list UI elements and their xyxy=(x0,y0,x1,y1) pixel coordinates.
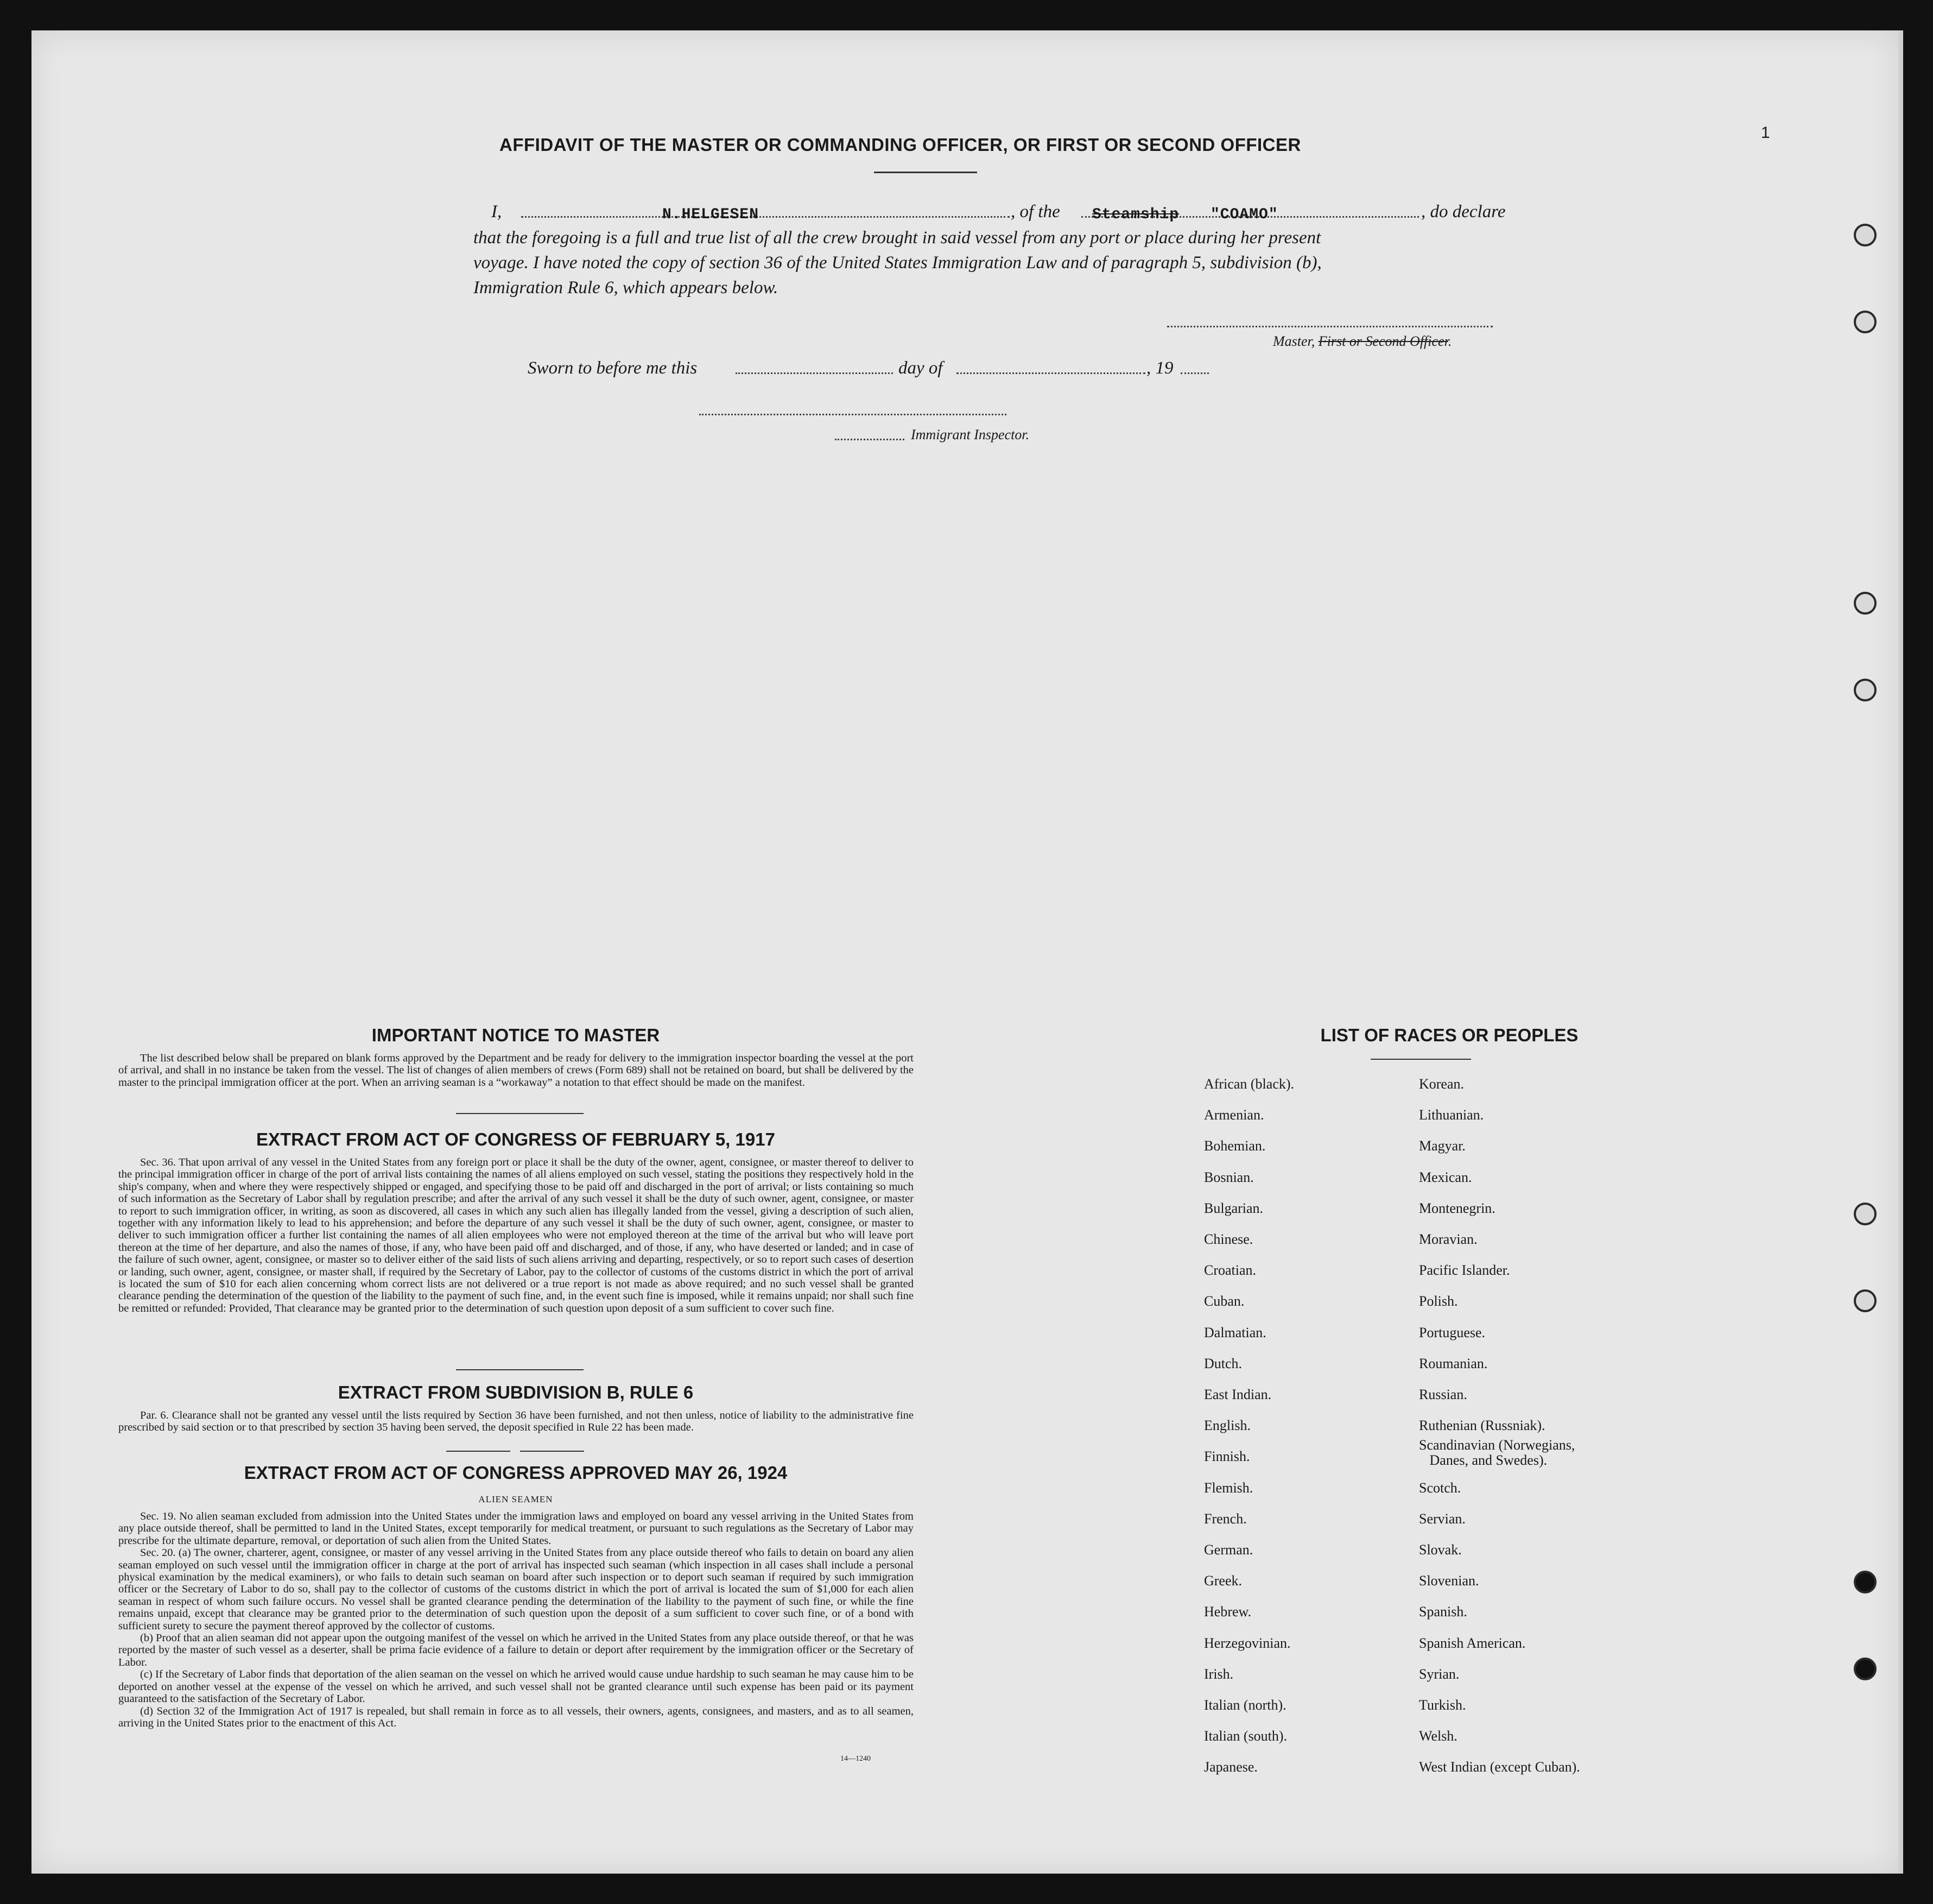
race-item: French. xyxy=(1204,1510,1247,1527)
race-item: East Indian. xyxy=(1204,1387,1272,1402)
race-item: Moravian. xyxy=(1419,1231,1478,1247)
master-signature-label xyxy=(1273,333,1452,350)
day-of-label: day of xyxy=(898,358,943,378)
race-item: Mexican. xyxy=(1419,1169,1472,1185)
sworn-day-line xyxy=(736,372,893,374)
extract-rule6-text xyxy=(118,1409,914,1434)
affidavit-i-label: I, xyxy=(491,202,502,222)
master-label: Master, xyxy=(1273,333,1315,349)
title-underline xyxy=(874,172,977,173)
paragraph-6: Par. 6. Clearance shall not be granted any vessel until the lists required by Section 36 have been furnished, and not then unless, notice of liability to the administrative fine prescribed by said section or to that prescribed by section 35 having been served, the deposit specified in Rule 22 has been made. xyxy=(118,1409,914,1434)
page-edge xyxy=(1899,30,1903,1874)
separator xyxy=(456,1369,584,1370)
race-item: Bohemian. xyxy=(1204,1138,1266,1154)
race-item: Dutch. xyxy=(1204,1355,1243,1371)
separator xyxy=(520,1451,584,1452)
extract-1924-text xyxy=(118,1510,914,1729)
year-label: , 19 xyxy=(1146,358,1174,378)
race-item: Roumanian. xyxy=(1419,1355,1488,1371)
race-item: Turkish. xyxy=(1419,1697,1466,1713)
race-item: Irish. xyxy=(1204,1666,1234,1682)
sworn-month-line xyxy=(956,372,1145,374)
punch-hole xyxy=(1854,311,1877,333)
race-item: Polish. xyxy=(1419,1293,1458,1310)
sworn-year-line xyxy=(1181,372,1209,374)
punch-hole xyxy=(1854,1658,1877,1680)
master-label-period: . xyxy=(1448,333,1452,349)
race-item: English. xyxy=(1204,1418,1251,1434)
race-item: Pacific Islander. xyxy=(1419,1262,1510,1279)
race-item: Lithuanian. xyxy=(1419,1107,1484,1123)
separator xyxy=(456,1113,584,1114)
alien-seamen-subtitle: ALIEN SEAMEN xyxy=(478,1494,553,1504)
affidavit-do-declare: , do declare xyxy=(1421,202,1506,222)
notice-text xyxy=(118,1052,914,1089)
punch-hole xyxy=(1854,1203,1877,1225)
punch-hole xyxy=(1854,679,1877,701)
separator xyxy=(446,1451,510,1452)
race-item: Italian (south). xyxy=(1204,1728,1288,1744)
race-item: Bulgarian. xyxy=(1204,1200,1264,1216)
affidavit-body-line-2: voyage. I have noted the copy of section 36 of the United States Immigration Law and of paragraph 5, subdivision (b), xyxy=(473,253,1322,273)
race-item: Finnish. xyxy=(1204,1448,1250,1465)
race-item: Scotch. xyxy=(1419,1479,1461,1496)
race-item: Slovak. xyxy=(1419,1542,1462,1558)
master-name-entry: N.HELGESEN xyxy=(662,206,759,223)
section-20a-paragraph: Sec. 20. (a) The owner, charterer, agent, consignee, or master of any vessel arriving in the United States from any place outside thereof who fails to detain on board any alien seaman employed on such vessel until the immigration officer in charge at the port of arrival has inspected such seaman (which inspection in all cases shall include a personal physical examination by the medical examiners), or who fails to detain such seaman on board after such inspection or to deport such seaman if required by such immigration officer or the Secretary of Labor to do so, shall pay to the collector of customs of the customs district in which the port of arrival is located the sum of $1,000 for each alien seaman in respect of whom such failure occurs. No vessel shall be granted clearance pending the determination of the liability to the payment of such fine, or while the fine remains unpaid, except that clearance may be granted prior to the determination of such question upon the deposit of a sum sufficient to cover such fine, or of a bond with sufficient surety to secure the payment thereof approved by the collector of customs. xyxy=(118,1547,914,1632)
punch-hole xyxy=(1854,1289,1877,1312)
section-19-paragraph: Sec. 19. No alien seaman excluded from admission into the United States under the immigration laws and employed on board any vessel arriving in the United States from any place outside thereof, shall be permitted to land in the United States, except temporarily for medical treatment, or pursuant to such regulations as the Secretary of Labor may prescribe for the ultimate departure, removal, or deportation of such alien from the United States. xyxy=(118,1510,914,1547)
vessel-type-entry: Steamship xyxy=(1092,206,1180,223)
page-marker: 1 xyxy=(1761,124,1770,142)
race-item: Dalmatian. xyxy=(1204,1324,1266,1340)
affidavit-body-line-1: that the foregoing is a full and true list of all the crew brought in said vessel from any port or place during her present xyxy=(473,228,1321,248)
race-item: Herzegovinian. xyxy=(1204,1635,1291,1651)
race-item: Italian (north). xyxy=(1204,1697,1286,1713)
race-item: Cuban. xyxy=(1204,1293,1245,1310)
punch-hole xyxy=(1854,592,1877,615)
races-title-underline xyxy=(1371,1059,1471,1060)
inspector-label: Immigrant Inspector. xyxy=(911,427,1030,442)
race-item: Servian. xyxy=(1419,1510,1466,1527)
section-20c-paragraph: (c) If the Secretary of Labor finds that deportation of the alien seaman on the vessel on which he arrived would cause undue hardship to such seaman he may cause him to be deported on another vessel at the expense of the vessel on which he arrived, and such vessel shall not be granted clearance until such expense has been paid or its payment guaranteed to the satisfaction of the Secretary of Labor. xyxy=(118,1668,914,1705)
notice-title: IMPORTANT NOTICE TO MASTER xyxy=(371,1025,660,1045)
race-item: Magyar. xyxy=(1419,1138,1466,1154)
race-item: Montenegrin. xyxy=(1419,1200,1495,1216)
race-item: West Indian (except Cuban). xyxy=(1419,1759,1580,1775)
vessel-name-entry: "COAMO" xyxy=(1210,206,1278,223)
race-item: Spanish American. xyxy=(1419,1635,1526,1651)
affidavit-title: AFFIDAVIT OF THE MASTER OR COMMANDING OFFICER, OR FIRST OR SECOND OFFICER xyxy=(499,135,1301,155)
extract-rule6-title: EXTRACT FROM SUBDIVISION B, RULE 6 xyxy=(338,1382,694,1402)
punch-hole xyxy=(1854,1571,1877,1593)
race-item: Ruthenian (Russniak). xyxy=(1419,1418,1545,1434)
race-item: Flemish. xyxy=(1204,1479,1253,1496)
section-20d-paragraph: (d) Section 32 of the Immigration Act of 1917 is repealed, but shall remain in force as to all vessels, their owners, agents, consignees, and masters, and as to all seamen, arriving in the United States prior to the enactment of this Act. xyxy=(118,1705,914,1729)
section-36-paragraph: Sec. 36. That upon arrival of any vessel in the United States from any foreign port or place it shall be the duty of the owner, agent, consignee, or master thereof to deliver to the principal immigration officer in charge of the port of arrival lists containing the names of all aliens employed on such vessel, stating the positions they respectively hold in the ship's company, when and where they were respectively shipped or engaged, and specifying those to be paid off and discharged in the port of arrival; or lists containing so much of such information as the Secretary of Labor shall by regulation prescribe; and after the arrival of any such vessel it shall be the duty of such owner, agent, consignee, or master to report to such immigration officer, in writing, as soon as discovered, all cases in which any such alien has illegally landed from the vessel, giving a description of such alien, together with any information likely to lead to his apprehension; and before the departure of any such vessel it shall be the duty of such owner, agent, consignee, or master to deliver to such immigration officer a further list containing the names of all alien employees who were not employed thereon at the time of the arrival but who will leave port thereon at the time of her departure, and also the names of those, if any, who have been paid off and discharged, and of those, if any, who have deserted or landed; and in case of the failure of such owner, agent, consignee, or master so to deliver either of the said lists of such aliens arriving and departing, respectively, or so to report such cases of desertion or landing, such owner, agent, consignee, or master shall, if required by the Secretary of Labor, pay to the collector of customs of the customs district in which the port of arrival is located the sum of $10 for each alien concerning whom correct lists are not delivered or a true report is not made as above required; and no such vessel shall be granted clearance pending the determination of the question of the liability to the payment of such fine, and, in the event such fine is imposed, while it remains unpaid; nor shall such fine be remitted or refunded: Provided, That clearance may be granted prior to the determination of such question upon deposit of a sum sufficient to cover such fine. xyxy=(118,1156,914,1314)
race-item: Welsh. xyxy=(1419,1728,1457,1744)
inspector-prefix-line xyxy=(835,439,904,440)
notice-paragraph: The list described below shall be prepared on blank forms approved by the Department and be ready for delivery to the immigration inspector boarding the vessel at the port of arrival, and shall in no instance be taken from the vessel. The list of changes of alien members of crews (Form 689) shall not be retained on board, but shall be delivered by the master to the principal immigration officer at the port. When an arriving seaman is a “workaway” a notation to that effect should be made on the manifest. xyxy=(118,1052,914,1089)
race-item: Greek. xyxy=(1204,1573,1243,1589)
affidavit-body-line-3: Immigration Rule 6, which appears below. xyxy=(473,278,778,298)
form-number: 14—1240 xyxy=(840,1755,871,1763)
sworn-label: Sworn to before me this xyxy=(528,358,698,378)
race-item: Korean. xyxy=(1419,1076,1465,1092)
race-item: Slovenian. xyxy=(1419,1573,1479,1589)
races-title: LIST OF RACES OR PEOPLES xyxy=(1320,1025,1579,1045)
race-item: Spanish. xyxy=(1419,1604,1467,1620)
race-item: Scandinavian (Norwegians, Danes, and Swedes). xyxy=(1419,1437,1575,1469)
extract-1924-title: EXTRACT FROM ACT OF CONGRESS APPROVED MAY 26, 1924 xyxy=(244,1463,788,1483)
race-item: Bosnian. xyxy=(1204,1169,1254,1185)
race-item: Croatian. xyxy=(1204,1262,1257,1279)
race-item: German. xyxy=(1204,1542,1253,1558)
race-item: Armenian. xyxy=(1204,1107,1264,1123)
race-item: Japanese. xyxy=(1204,1759,1258,1775)
master-name-line xyxy=(521,216,1010,218)
extract-1917-text xyxy=(118,1156,914,1314)
race-item: African (black). xyxy=(1204,1076,1295,1092)
race-item: Russian. xyxy=(1419,1387,1467,1402)
inspector-signature-line xyxy=(699,414,1006,415)
section-20b-paragraph: (b) Proof that an alien seaman did not appear upon the outgoing manifest of the vessel on which he arrived in the United States from any place outside thereof, or that he was reported by the master of such vessel as a deserter, shall be prima facie evidence of a failure to detain or deport after requirement by the immigration officer or the Secretary of Labor. xyxy=(118,1632,914,1668)
race-item: Chinese. xyxy=(1204,1231,1253,1247)
master-signature-line xyxy=(1167,326,1493,327)
affidavit-of-the: , of the xyxy=(1011,202,1060,222)
race-item: Portuguese. xyxy=(1419,1324,1486,1340)
race-item: Hebrew. xyxy=(1204,1604,1252,1620)
punch-hole xyxy=(1854,224,1877,246)
struck-officer-label: First or Second Officer xyxy=(1318,333,1448,349)
race-item: Syrian. xyxy=(1419,1666,1460,1682)
extract-1917-title: EXTRACT FROM ACT OF CONGRESS OF FEBRUARY 5, 1917 xyxy=(256,1129,775,1149)
